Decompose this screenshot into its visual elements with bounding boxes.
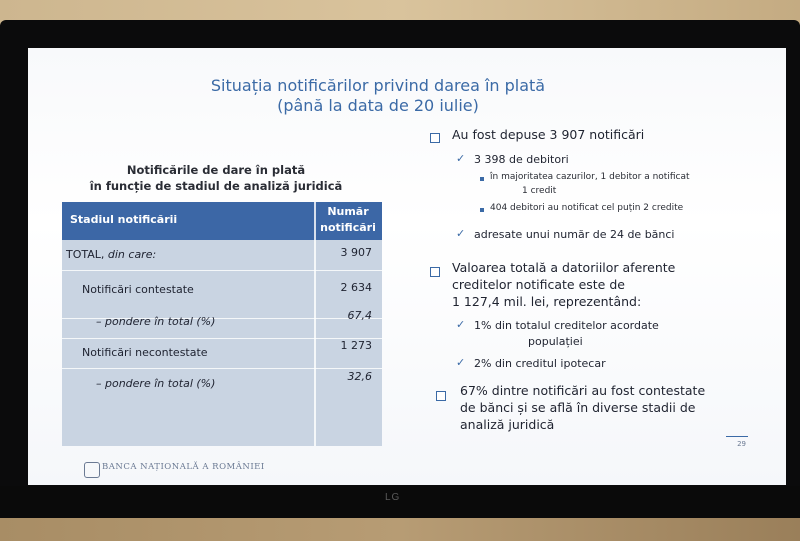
bullet-3-line3: analiză juridică	[460, 417, 555, 432]
row-label-text: TOTAL,	[66, 248, 108, 261]
bullet-2-1-line1: 1% din totalul creditelor acordate	[474, 319, 659, 332]
page-number-rule	[726, 436, 748, 437]
bullet-2-line3: 1 127,4 mil. lei, reprezentând:	[452, 294, 642, 309]
dot-bullet-icon	[480, 177, 484, 181]
row-divider	[62, 270, 382, 271]
tv-brand-logo: LG	[385, 492, 401, 503]
table-row	[62, 277, 382, 304]
row-value: 1 273	[340, 339, 372, 352]
presentation-slide	[28, 48, 786, 485]
row-value: 67,4	[347, 309, 372, 322]
row-label: – pondere în total (%)	[96, 377, 216, 390]
table-caption-line2: în funcție de stadiul de analiză juridică	[89, 179, 343, 193]
bullet-1-1-1-line2: 1 credit	[522, 186, 557, 196]
table-row	[62, 307, 382, 334]
row-label-italic: din care:	[107, 248, 157, 261]
slide-title-line1: Situația notificărilor privind darea în plată	[210, 76, 546, 95]
row-value: 2 634	[340, 281, 372, 294]
bnr-logo-icon	[84, 462, 100, 478]
bullet-1: Au fost depuse 3 907 notificări	[452, 127, 645, 142]
table-caption-line1: Notificările de dare în plată	[126, 163, 306, 177]
header-stage: Stadiul notificării	[70, 213, 178, 226]
page-number: 29	[737, 440, 746, 448]
header-count-line2: notificări	[320, 221, 376, 234]
row-label	[66, 248, 156, 261]
table-row	[62, 242, 382, 269]
bullet-1-1-1-line1: în majoritatea cazurilor, 1 debitor a notificat	[490, 172, 690, 182]
bullet-2-line2: creditelor notificate este de	[452, 277, 625, 292]
slide-title	[168, 76, 588, 116]
square-bullet-icon	[436, 391, 446, 401]
checkmark-icon: ✓	[456, 318, 466, 331]
table-caption	[66, 162, 366, 194]
header-count	[318, 204, 378, 236]
bullet-2-2: 2% din creditul ipotecar	[474, 357, 606, 370]
square-bullet-icon	[430, 267, 440, 277]
header-count-line1: Număr	[327, 205, 369, 218]
bullet-2-line1: Valoarea totală a datoriilor aferente	[452, 260, 676, 275]
table-header	[62, 202, 382, 240]
checkmark-icon: ✓	[456, 152, 466, 165]
row-label: Notificări contestate	[82, 283, 194, 296]
row-value: 3 907	[340, 246, 372, 259]
bullet-1-1: 3 398 de debitori	[474, 153, 569, 166]
table-row	[62, 368, 382, 395]
table-row	[62, 340, 382, 367]
row-label: Notificări necontestate	[82, 346, 208, 359]
bullet-3-line1: 67% dintre notificări au fost contestate	[460, 383, 706, 398]
notifications-table	[62, 202, 382, 446]
row-value: 32,6	[347, 370, 372, 383]
bullet-1-1-2: 404 debitori au notificat cel puțin 2 credite	[490, 203, 684, 213]
square-bullet-icon	[430, 133, 440, 143]
row-label: – pondere în total (%)	[96, 315, 216, 328]
checkmark-icon: ✓	[456, 227, 466, 240]
checkmark-icon: ✓	[456, 356, 466, 369]
dot-bullet-icon	[480, 208, 484, 212]
slide-title-line2: (până la data de 20 iulie)	[277, 96, 479, 115]
bullet-2-1-line2: populației	[528, 335, 583, 348]
bullet-1-2: adresate unui număr de 24 de bănci	[474, 228, 675, 241]
footer-institution: BANCA NAȚIONALĂ A ROMÂNIEI	[102, 462, 265, 472]
bullet-3-line2: de bănci și se află în diverse stadii de	[460, 400, 696, 415]
